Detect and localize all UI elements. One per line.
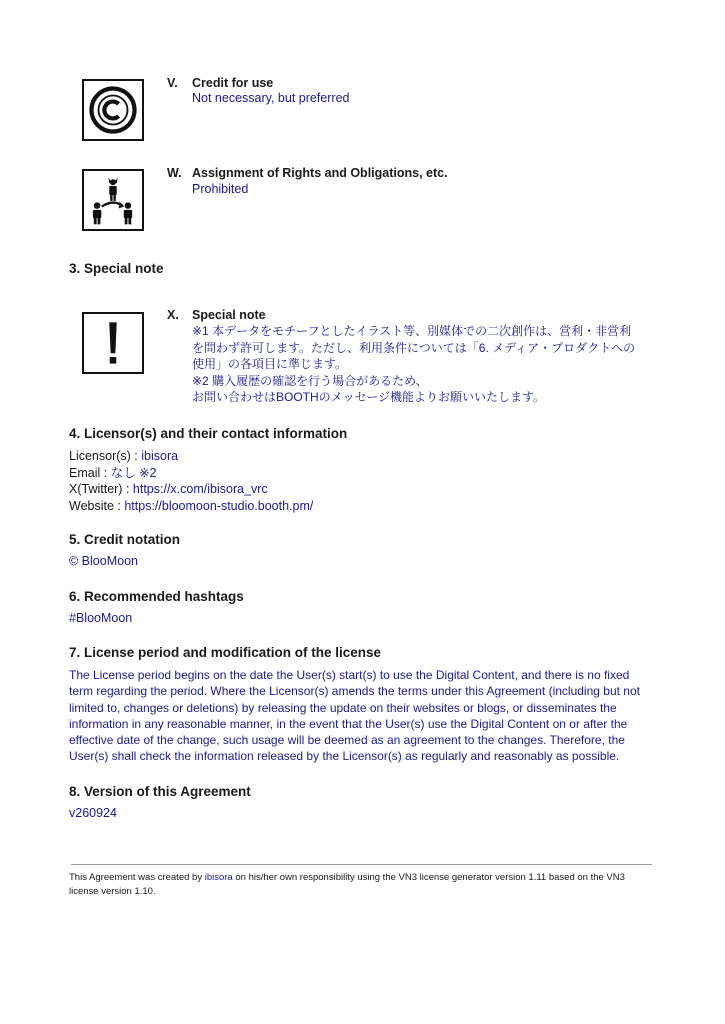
note-line: ※1 本データをモチーフとしたイラスト等、別媒体での二次創作は、営利・非営利 bbox=[192, 324, 632, 338]
section-heading: 7. License period and modification of the license bbox=[69, 645, 382, 660]
info-label: X(Twitter) : bbox=[69, 482, 133, 496]
transfer-rights-icon bbox=[82, 169, 144, 231]
licensor-info bbox=[69, 448, 313, 514]
info-label: Website : bbox=[69, 498, 125, 513]
section-heading: 5. Credit notation bbox=[69, 532, 180, 547]
section-heading: 3. Special note bbox=[69, 261, 164, 276]
note-line: 使用」の各項目に準じます。 bbox=[192, 357, 348, 371]
info-label: Licensor(s) : bbox=[69, 449, 142, 463]
paragraph-line: effective date of the change, such usage will be deemed as an agreement to the changes. Therefore, the bbox=[69, 733, 625, 748]
twitter-link[interactable]: https://x.com/ibisora_vrc bbox=[132, 482, 268, 496]
footer-text bbox=[69, 871, 659, 899]
item-title: Assignment of Rights and Obligations, etc. bbox=[192, 166, 448, 180]
paragraph-line: term regarding the period. Where the Licensor(s) amends the terms under this Agreement (including but not bbox=[69, 684, 640, 699]
footer-line: license version 1.10. bbox=[69, 886, 156, 897]
paragraph-line: limited to, changes or deletions) by releasing the update on their websites or blogs, or disseminates the bbox=[69, 700, 617, 715]
website-row bbox=[69, 498, 313, 515]
hashtag: #BlooMoon bbox=[69, 611, 133, 625]
footer-author: ibisora bbox=[204, 872, 233, 883]
item-letter: W. bbox=[167, 166, 182, 180]
note-line: を問わず許可します。ただし、利用条件については「6. メディア・プロダクトへの bbox=[192, 340, 636, 355]
licensor-name: ibisora bbox=[141, 449, 179, 463]
exclamation-icon bbox=[82, 312, 144, 374]
paragraph-line: information in any reasonable manner, in the event that the User(s) use the Digital Content on or after the bbox=[69, 716, 628, 731]
item-title: Special note bbox=[192, 308, 266, 322]
footer-divider bbox=[71, 864, 652, 865]
email-value: なし ※2 bbox=[110, 465, 157, 480]
note-line: お問い合わせはBOOTHのメッセージ機能よりお願いいたします。 bbox=[192, 390, 545, 404]
footer-suffix: on his/her own responsibility using the VN3 license generator version 1.11 based on the VN3 bbox=[232, 872, 625, 883]
item-value: Prohibited bbox=[192, 182, 249, 196]
special-note-text bbox=[192, 323, 635, 406]
email-row bbox=[69, 465, 313, 482]
item-value: Not necessary, but preferred bbox=[192, 91, 350, 105]
paragraph-line: The License period begins on the date the User(s) start(s) to use the Digital Content, and there is no fixed bbox=[69, 668, 630, 682]
item-letter: V. bbox=[167, 76, 178, 90]
copyright-icon bbox=[82, 79, 144, 141]
note-line: ※2 購入履歴の確認を行う場合があるため、 bbox=[192, 373, 428, 388]
section-heading: 6. Recommended hashtags bbox=[69, 589, 244, 604]
twitter-row bbox=[69, 481, 313, 498]
version-value: v260924 bbox=[69, 806, 117, 820]
section-heading: 8. Version of this Agreement bbox=[69, 784, 251, 799]
website-link[interactable]: https://bloomoon-studio.booth.pm/ bbox=[124, 498, 314, 513]
item-title: Credit for use bbox=[192, 76, 274, 90]
license-period-text bbox=[69, 667, 669, 765]
footer-prefix: This Agreement was created by bbox=[69, 872, 205, 883]
licensor-row bbox=[69, 448, 313, 465]
credit-notation: © BlooMoon bbox=[69, 554, 138, 568]
paragraph-line: User(s) shall check the information released by the Licensor(s) as regularly and reasonably as possible. bbox=[69, 749, 620, 764]
item-letter: X. bbox=[167, 308, 179, 322]
info-label: Email : bbox=[69, 465, 111, 480]
footer-line bbox=[69, 871, 659, 885]
section-heading: 4. Licensor(s) and their contact information bbox=[69, 426, 348, 441]
